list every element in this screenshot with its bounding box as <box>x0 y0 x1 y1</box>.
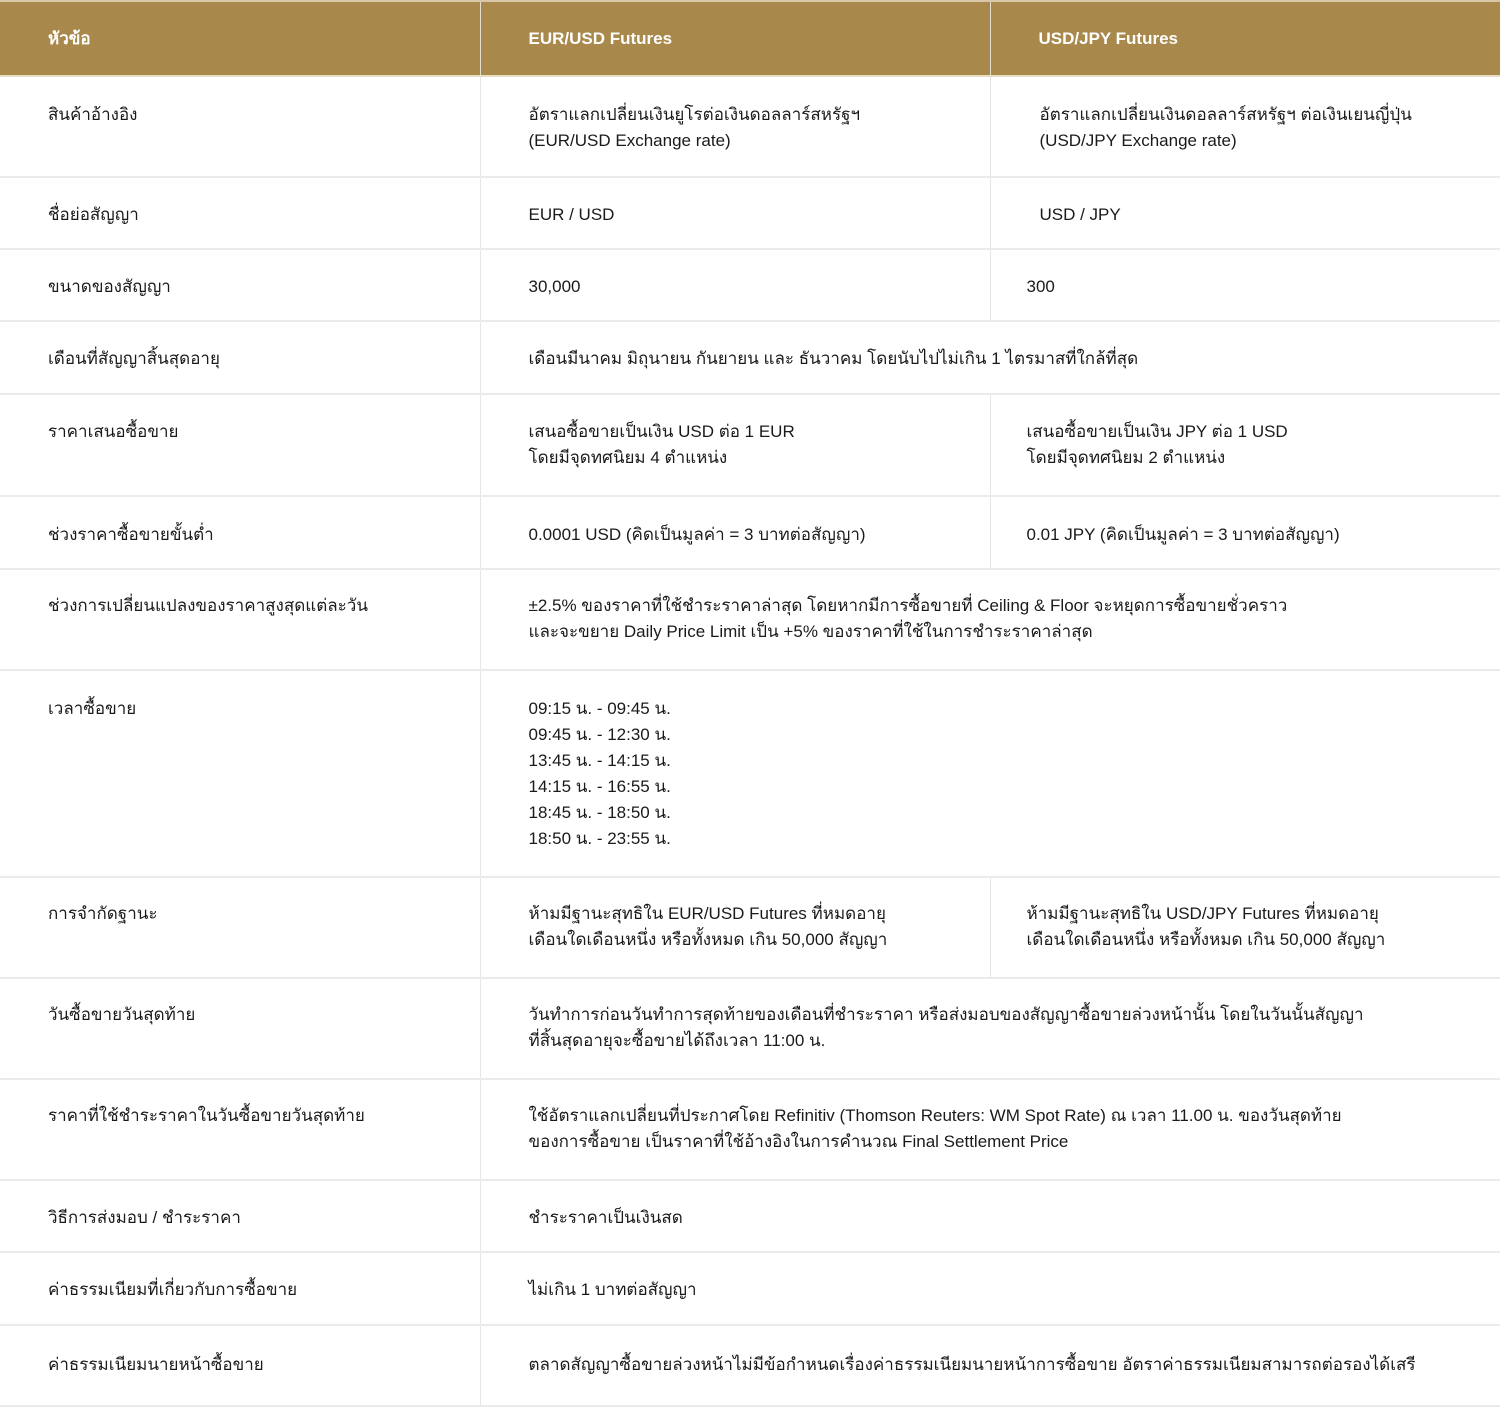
trading-session: 09:15 น. - 09:45 น. <box>528 699 671 718</box>
row-label: เดือนที่สัญญาสิ้นสุดอายุ <box>0 321 480 394</box>
table-row-contract-months <box>0 321 1500 394</box>
cell-line: ห้ามมีฐานะสุทธิใน USD/JPY Futures ที่หมดอายุ <box>1026 904 1379 923</box>
jpy-cell: 0.01 JPY (คิดเป็นมูลค่า = 3 บาทต่อสัญญา) <box>990 496 1500 569</box>
table-row-trading-fee <box>0 1252 1500 1325</box>
cell-line: อัตราแลกเปลี่ยนเงินยูโรต่อเงินดอลลาร์สหรัฐฯ <box>528 105 861 124</box>
merged-cell <box>480 1079 1500 1180</box>
row-label: ค่าธรรมเนียมนายหน้าซื้อขาย <box>0 1325 480 1406</box>
cell-line: ใช้อัตราแลกเปลี่ยนที่ประกาศโดย Refinitiv (Thomson Reuters: WM Spot Rate) ณ เวลา 11.00 น. ของวันสุดท้าย <box>528 1106 1342 1125</box>
row-label: ขนาดของสัญญา <box>0 249 480 321</box>
eur-cell: EUR / USD <box>480 177 990 249</box>
table-row-symbol <box>0 177 1500 249</box>
jpy-cell <box>990 394 1500 496</box>
trading-session: 18:45 น. - 18:50 น. <box>528 803 671 822</box>
merged-cell <box>480 670 1500 877</box>
eur-cell: 30,000 <box>480 249 990 321</box>
row-label: ราคาที่ใช้ชำระราคาในวันซื้อขายวันสุดท้าย <box>0 1079 480 1180</box>
merged-cell <box>480 978 1500 1079</box>
jpy-cell <box>990 877 1500 978</box>
cell-line: ห้ามมีฐานะสุทธิใน EUR/USD Futures ที่หมดอายุ <box>528 904 886 923</box>
table-row-underlying <box>0 76 1500 177</box>
cell-line: (USD/JPY Exchange rate) <box>1039 131 1237 150</box>
eur-cell <box>480 76 990 177</box>
row-label: ราคาเสนอซื้อขาย <box>0 394 480 496</box>
row-label: ค่าธรรมเนียมที่เกี่ยวกับการซื้อขาย <box>0 1252 480 1325</box>
cell-line: ของการซื้อขาย เป็นราคาที่ใช้อ้างอิงในการคำนวณ Final Settlement Price <box>528 1132 1069 1151</box>
cell-line: วันทำการก่อนวันทำการสุดท้ายของเดือนที่ชำระราคา หรือส่งมอบของสัญญาซื้อขายล่วงหน้านั้น โดยในวันนั้นสัญญา <box>528 1005 1364 1024</box>
table-row-contract-size <box>0 249 1500 321</box>
row-label: ช่วงราคาซื้อขายขั้นต่ำ <box>0 496 480 569</box>
row-label: เวลาซื้อขาย <box>0 670 480 877</box>
merged-cell: ไม่เกิน 1 บาทต่อสัญญา <box>480 1252 1500 1325</box>
header-topic: หัวข้อ <box>0 1 480 76</box>
cell-line: และจะขยาย Daily Price Limit เป็น +5% ของราคาที่ใช้ในการชำระราคาล่าสุด <box>528 622 1093 641</box>
table-row-daily-limit <box>0 569 1500 670</box>
table-row-tick-size <box>0 496 1500 569</box>
cell-line: อัตราแลกเปลี่ยนเงินดอลลาร์สหรัฐฯ ต่อเงินเยนญี่ปุ่น <box>1039 105 1412 124</box>
jpy-cell: 300 <box>990 249 1500 321</box>
row-label: การจำกัดฐานะ <box>0 877 480 978</box>
merged-cell: ชำระราคาเป็นเงินสด <box>480 1180 1500 1252</box>
trading-session: 14:15 น. - 16:55 น. <box>528 777 671 796</box>
eur-cell <box>480 877 990 978</box>
header-eur-usd-futures: EUR/USD Futures <box>480 1 990 76</box>
table-row-broker-fee <box>0 1325 1500 1406</box>
cell-line: โดยมีจุดทศนิยม 4 ตำแหน่ง <box>528 448 728 467</box>
eur-cell: 0.0001 USD (คิดเป็นมูลค่า = 3 บาทต่อสัญญา) <box>480 496 990 569</box>
trading-session: 09:45 น. - 12:30 น. <box>528 725 671 744</box>
cell-line: เดือนใดเดือนหนึ่ง หรือทั้งหมด เกิน 50,000 สัญญา <box>528 930 888 949</box>
table-row-trading-hours <box>0 670 1500 877</box>
cell-line: ที่สิ้นสุดอายุจะซื้อขายได้ถึงเวลา 11:00 น. <box>528 1031 826 1050</box>
table-row-final-settlement-price <box>0 1079 1500 1180</box>
table-header-row <box>0 1 1500 76</box>
merged-cell <box>480 1325 1500 1406</box>
row-label: วันซื้อขายวันสุดท้าย <box>0 978 480 1079</box>
row-label: ช่วงการเปลี่ยนแปลงของราคาสูงสุดแต่ละวัน <box>0 569 480 670</box>
header-usd-jpy-futures: USD/JPY Futures <box>990 1 1500 76</box>
eur-cell <box>480 394 990 496</box>
cell-line: ±2.5% ของราคาที่ใช้ชำระราคาล่าสุด โดยหากมีการซื้อขายที่ Ceiling & Floor จะหยุดการซื้อขายชั่วคราว <box>528 596 1288 615</box>
cell-line: เสนอซื้อขายเป็นเงิน JPY ต่อ 1 USD <box>1026 422 1288 441</box>
table-row-position-limit <box>0 877 1500 978</box>
row-label: วิธีการส่งมอบ / ชำระราคา <box>0 1180 480 1252</box>
row-label: ชื่อย่อสัญญา <box>0 177 480 249</box>
jpy-cell: USD / JPY <box>990 177 1500 249</box>
table-row-price-quotation <box>0 394 1500 496</box>
cell-line: เสนอซื้อขายเป็นเงิน USD ต่อ 1 EUR <box>528 422 795 441</box>
row-label: สินค้าอ้างอิง <box>0 76 480 177</box>
trading-session: 13:45 น. - 14:15 น. <box>528 751 671 770</box>
merged-cell <box>480 569 1500 670</box>
cell-line: โดยมีจุดทศนิยม 2 ตำแหน่ง <box>1026 448 1226 467</box>
table-row-last-trading-day <box>0 978 1500 1079</box>
cell-line: ตลาดสัญญาซื้อขายล่วงหน้าไม่มีข้อกำหนดเรื่องค่าธรรมเนียมนายหน้าการซื้อขาย อัตราค่าธรรมเนียมสามารถต่อรองได้เสรี <box>528 1355 1416 1374</box>
trading-session: 18:50 น. - 23:55 น. <box>528 829 671 848</box>
cell-line: เดือนใดเดือนหนึ่ง หรือทั้งหมด เกิน 50,000 สัญญา <box>1026 930 1386 949</box>
table-row-settlement-method <box>0 1180 1500 1252</box>
jpy-cell <box>990 76 1500 177</box>
cell-line: (EUR/USD Exchange rate) <box>528 131 731 150</box>
merged-cell: เดือนมีนาคม มิถุนายน กันยายน และ ธันวาคม โดยนับไปไม่เกิน 1 ไตรมาสที่ใกล้ที่สุด <box>480 321 1500 394</box>
